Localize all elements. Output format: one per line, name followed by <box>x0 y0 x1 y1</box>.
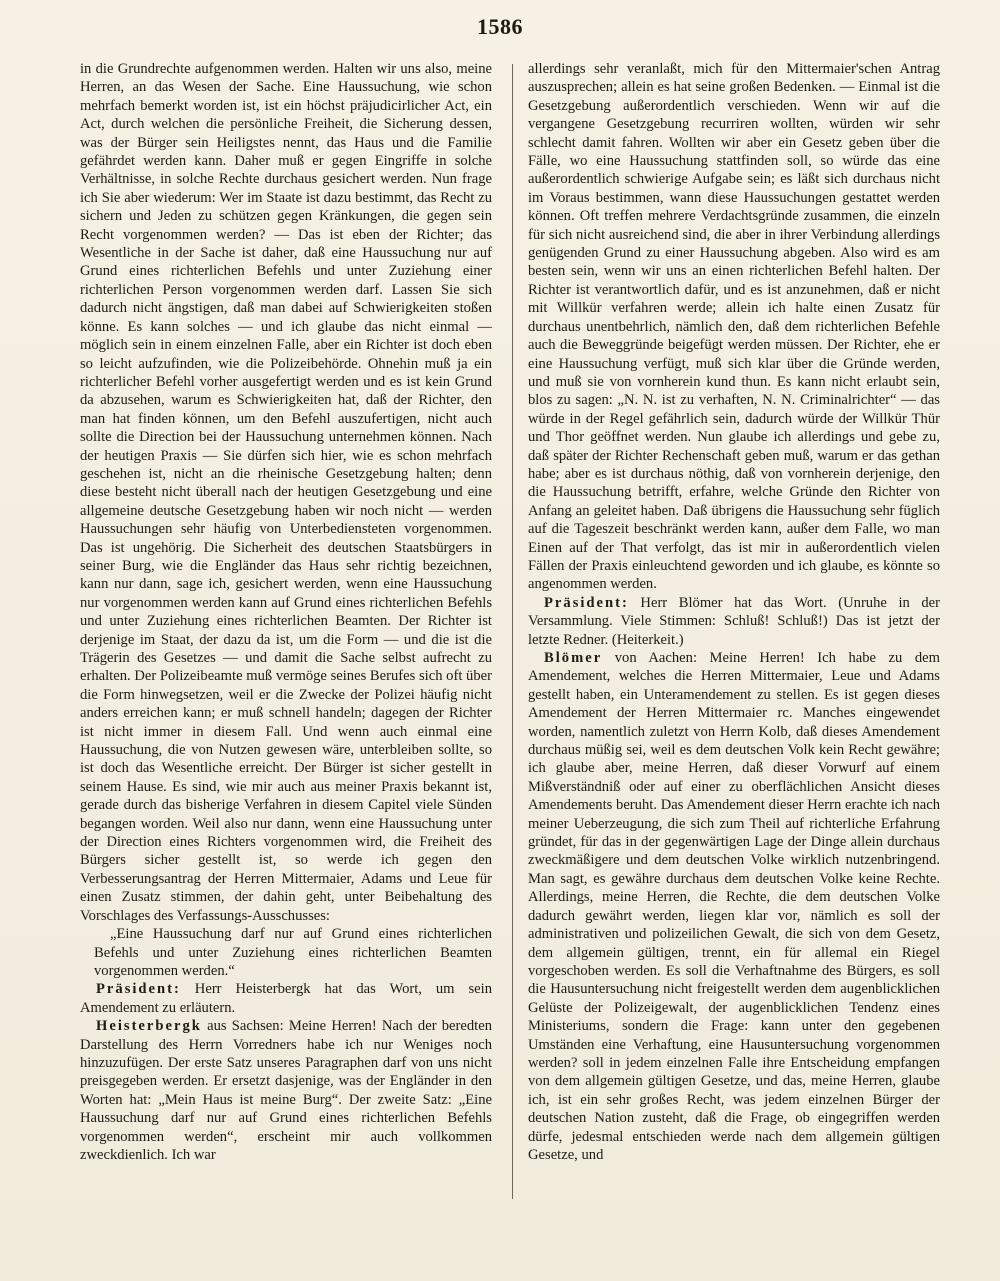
right-column <box>528 60 940 1164</box>
speaker-name: Präsident: <box>96 981 181 998</box>
speaker-name: Präsident: <box>544 594 629 611</box>
speech-text: Herr Blömer hat das Wort. (Unruhe in der Versammlung. Viele Stimmen: Schluß! Schluß!) Das ist jetzt der letzte Redner. (Heiterkeit.) <box>528 594 940 648</box>
speech-text: von Aachen: Meine Herren! Ich habe zu dem Amendement, welches die Herren Mittermaier, Leue und Adams gestellt haben, ein Unteramendement zu stellen. Es ist gegen dieses Amendement der Herren Mittermaier rc. Manches eingewendet worden, namentlich zuletzt von Herrn Kolb, daß dieses Amendement durchaus müßig sei, weil es dem deutschen Volk kein Recht gewähre; ich glaube aber, meine Herren, daß dieser Vorwurf auf einem Mißverständniß oder auf einer zu oberflächlichen Ansicht dieses Amendements beruht. Das Amendement dieser Herrn erachte ich nach meiner Ueberzeugung, die sich zum Theil auf richterliche Erfahrung gründet, für das in der gegenwärtigen Lage der Dinge allein durchaus zweckmäßigere und dem deutschen Volke wirklich nutzenbringend. Man sagt, es gewähre durchaus dem deutschen Volke keine Rechte. Allerdings, meine Herren, die Rechte, die dem deutschen Volke dadurch gewährt werden, liegen klar vor, nämlich es soll der administrativen und polizeilichen Gewalt, die sich von dem Gesetz, dem allgemein gültigen, trennt, ein für allemal ein Riegel vorgeschoben werden. Es soll die Verhaftnahme des Bürgers, es soll die Hausuntersuchung nicht freigestellt werden dem augenblicklichen Gelüste der Polizeigewalt, der augenblicklichen Tendenz eines Ministeriums, sondern die Frage: kann unter den gegebenen Umständen eine Verhaftung, eine Hausuntersuchung vorgenommen werden? soll in jedem einzelnen Falle ihre Entscheidung empfangen von dem allgemein gültigen Gesetze, und das, meine Herren, glaube ich, ist ein sehr großes Recht, was jedem einzelnen Bürger der deutschen Nation zusteht, daß die Frage, ob eingegriffen werden dürfe, jedesmal entschieden werde nach dem allgemein gültigen Gesetze, und <box>528 650 940 1163</box>
speech-paragraph <box>528 594 940 649</box>
speech-paragraph <box>80 980 492 1017</box>
speaker-name: Heisterbergk <box>96 1018 202 1035</box>
speech-text: aus Sachsen: Meine Herren! Nach der beredten Darstellung des Herrn Vorredners habe ich nur Weniges noch hinzuzufügen. Der erste Satz unseres Paragraphen darf von uns nicht preisgegeben werden. Er ersetzt dasjenige, was der Engländer in den Worten hat: „Mein Haus ist meine Burg“. Der zweite Satz: „Eine Haussuchung darf nur auf Grund eines richterlichen Befehls vorgenommen werden“, erscheint mir auch vollkommen zweckdienlich. Ich war <box>80 1018 492 1163</box>
left-column <box>80 60 492 1164</box>
speech-paragraph <box>80 1017 492 1164</box>
paragraph: allerdings sehr veranlaßt, mich für den Mittermaier'schen Antrag auszusprechen; allein es hat seine großen Bedenken. — Einmal ist die Gesetzgebung außerordentlich verschieden. Wenn wir auf die vergangene Gesetzgebung recurriren wollten, würden wir sehr schlecht damit fahren. Wollten wir aber ein Gesetz geben über die Fälle, wo eine Haussuchung stattfinden soll, so würde das eine außerordentlich schwierige Aufgabe sein; es läßt sich durchaus nicht im Voraus bestimmen, wann diese Haussuchungen gestattet werden können. Oft treffen mehrere Verdachtsgründe zusammen, die einzeln für sich nicht ausreichend sind, die aber in ihrer Verbindung allerdings genügenden Grund zu einer Haussuchung abgeben. Also wird es am besten sein, wenn wir uns an einen richterlichen Befehl halten. Der Richter ist verantwortlich dafür, und es ist anzunehmen, daß er nicht mit Willkür verfahren werde; allein ich halte einen Zusatz für durchaus unentbehrlich, nämlich den, daß dem richterlichen Befehle auch die Beweggründe beigefügt werden müssen. Der Richter, ehe er eine Haussuchung verfügt, muß sich klar über die Gründe werden, und muß sie von vornherein kund thun. Es kann nicht erlaubt sein, blos zu sagen: „N. N. ist zu verhaften, N. N. Criminalrichter“ — das würde in der Regel gefährlich sein, dadurch würde der Willkür Thür und Thor geöffnet werden. Nun glaube ich allerdings und gebe zu, daß später der Richter Rechenschaft geben muß, warum er das gethan habe; aber es ist durchaus nöthig, daß von vornherein derjenige, den die Haussuchung betrifft, erfahre, welche Gründe den Richter von Anfang an geleitet haben. Daß übrigens die Haussuchung sehr füglich auf die Tageszeit beschränkt werden kann, außer dem Falle, wo man Einen auf der That verfolgt, das ist mir in außerordentlich vielen Fällen der Praxis einleuchtend geworden und ich glaube, es könnte so angenommen werden. <box>528 61 940 593</box>
column-divider <box>512 64 513 1199</box>
speech-text: Herr Heisterbergk hat das Wort, um sein Amendement zu erläutern. <box>80 981 492 1016</box>
paragraph: in die Grundrechte aufgenommen werden. Halten wir uns also, meine Herren, an das Wesen der Sache. Eine Haussuchung, wie schon mehrfach bemerkt worden ist, ist ein höchst präjudicirlicher Act, ein Act, durch welchen die persönliche Freiheit, die Sicherung dessen, was der Bürger sein Heiligstes nennt, das Haus und die Familie gefährdet werden kann. Daher muß er gegen Eingriffe in solche Verhältnisse, in solche Rechte durchaus gesichert werden. Nun frage ich Sie aber wiederum: Wer im Staate ist dazu bestimmt, das Recht zu sichern und Jeden zu schützen gegen Kränkungen, die gegen sein Recht vorgenommen werden? — Das ist eben der Richter; das Wesentliche in der Sache ist daher, daß eine Haussuchung nur auf Grund eines richterlichen Befehls und unter Zuziehung einer richterlichen Person vorgenommen werden darf. Lassen Sie sich dadurch nicht ängstigen, daß man dabei auf Schwierigkeiten stoßen könne. Es kann solches — und ich glaube das nicht einmal — möglich sein in einem einzelnen Falle, aber ein Richter ist doch eben so leicht aufzufinden, wie die Polizeibehörde. Ohnehin muß ja ein richterlicher Befehl vorher ausgefertigt werden und es ist kein Grund da abzusehen, warum es Schwierigkeiten hat, daß der Richter, den man hat finden können, um den Befehl auszufertigen, nicht auch sollte die Direction bei der Haussuchung unternehmen können. Nach der heutigen Praxis — Sie dürfen sich hier, wie es schon mehrfach geschehen ist, nicht an die rheinische Gesetzgebung halten; denn diese besteht nicht überall nach der heutigen Gesetzgebung und eine allgemeine deutsche Gesetzgebung haben wir noch nicht — werden Haussuchungen sehr häufig von Unterbediensteten vorgenommen. Das ist ungehörig. Die Sicherheit des deutschen Staatsbürgers in seiner Burg, wie die Engländer das Haus sehr richtig bezeichnen, kann nur dann, sage ich, gesichert werden, wenn eine Haussuchung nur vorgenommen werden kann auf Grund eines richterlichen Befehls und unter Zuziehung eines richterlichen Beamten. Der Richter ist derjenige im Staat, der dazu da ist, um die Form — und die ist die Trägerin des Gesetzes — und damit die Sache selbst aufrecht zu erhalten. Der Polizeibeamte muß vermöge seines Berufes sich oft über die Form hinwegsetzen, weil er die Zwecke der Polizei häufig nicht anders erreichen kann; er muß schnell handeln; dagegen der Richter ist nicht immer in diesem Fall. Und wenn auch einmal eine Haussuchung, die von Nutzen gewesen wäre, unterbleiben sollte, so ist doch das Wesentliche erreicht. Der Bürger ist sicher gestellt in seinem Hause. Es sind, wie mir auch aus meiner Praxis bekannt ist, gerade durch das bisherige Verfahren in diesem Capitel viele Sünden begangen worden. Weil also nur dann, wenn eine Haussuchung unter der Direction eines Richters vorgenommen wird, die Freiheit des Bürgers sicher gestellt ist, so werde ich gegen den Verbesserungsantrag der Herren Mittermaier, Adams und Leue für einen Zusatz stimmen, der dahin geht, unter Beibehaltung des Vorschlages des Verfassungs-Ausschusses: <box>80 61 492 924</box>
speech-paragraph <box>528 649 940 1164</box>
page-number: 1586 <box>477 14 523 39</box>
quoted-proposal: „Eine Haussuchung darf nur auf Grund eines richterlichen Befehls und unter Zuziehung eines richterlichen Beamten vorgenommen werden.“ <box>94 926 492 979</box>
speaker-name: Blömer <box>544 650 603 666</box>
